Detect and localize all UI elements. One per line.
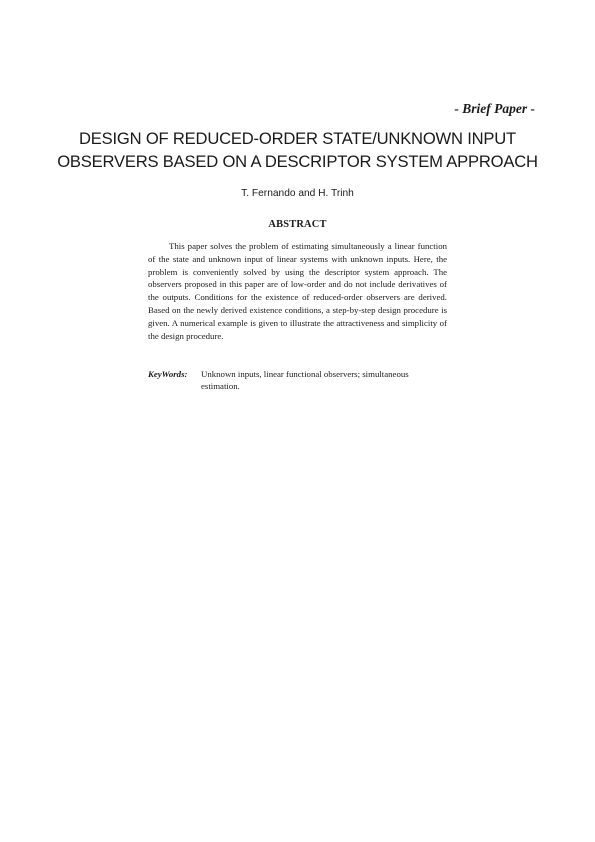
paper-type-label: - Brief Paper -: [454, 101, 535, 116]
abstract-heading: ABSTRACT: [268, 219, 327, 230]
keywords-text: Unknown inputs, linear functional observers; simultaneous estimation.: [201, 369, 409, 392]
paper-title-line-2: OBSERVERS BASED ON A DESCRIPTOR SYSTEM APPROACH: [57, 152, 538, 171]
abstract-body: This paper solves the problem of estimating simultaneously a linear function of the state and unknown input of linear systems with unknown inputs. Here, the problem is conveniently solved by using the descriptor system approach. The observers proposed in this paper are of low-order and do not include derivatives of the outputs. Conditions for the existence of reduced-order observers are derived. Based on the newly derived existence conditions, a step-by-step design procedure is given. A numerical example is given to illustrate the attractiveness and simplicity of the design procedure.: [148, 241, 447, 341]
keywords-label: KeyWords:: [148, 369, 188, 379]
keywords-section: [148, 368, 448, 393]
paper-title: [0, 127, 595, 173]
paper-title-line-1: DESIGN OF REDUCED-ORDER STATE/UNKNOWN INPUT: [79, 129, 516, 148]
paper-authors: T. Fernando and H. Trinh: [241, 188, 354, 199]
